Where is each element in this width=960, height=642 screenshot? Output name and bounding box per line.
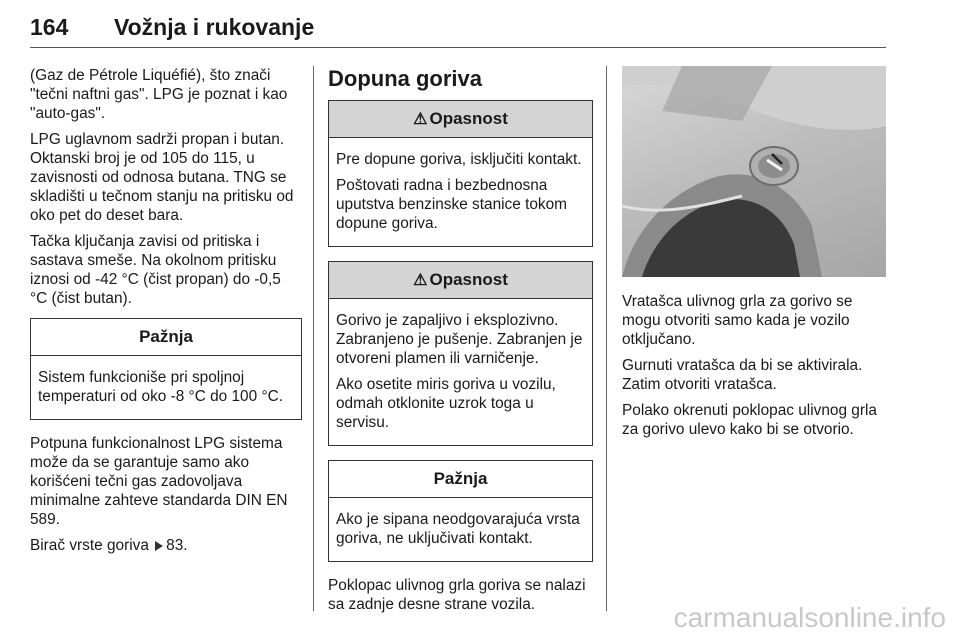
column-divider xyxy=(606,66,607,611)
car-rear-side-illustration xyxy=(622,66,886,277)
paragraph: (Gaz de Pétrole Liquéfié), što znači "tečni naftni gas". LPG je poznat i kao "auto-gas". xyxy=(30,67,288,122)
notice-box xyxy=(328,460,593,562)
warning-text: Ako osetite miris goriva u vozilu, odmah otklonite uzrok toga u servisu. xyxy=(336,376,556,431)
warning-triangle-icon: ⚠ xyxy=(413,272,428,289)
notice-title: Pažnja xyxy=(329,461,592,498)
column-left xyxy=(30,66,302,562)
chapter-title: Vožnja i rukovanje xyxy=(114,14,315,40)
header-divider xyxy=(30,47,886,48)
column-divider xyxy=(313,66,314,611)
paragraph: Potpuna funkcionalnost LPG sistema može da se garantuje samo ako korišćeni tečni gas zadovoljava minimalne zahteve standarda DIN EN 589. xyxy=(30,435,288,528)
warning-header xyxy=(329,262,592,299)
warning-body xyxy=(329,138,592,246)
warning-box xyxy=(328,100,593,247)
section-title: Dopuna goriva xyxy=(328,66,483,91)
paragraph: Vratašca ulivnog grla za gorivo se mogu otvoriti samo kada je vozilo otključano. xyxy=(622,293,853,348)
paragraph: Polako okrenuti poklopac ulivnog grla za gorivo ulevo kako bi se otvorio. xyxy=(622,402,877,438)
notice-body xyxy=(31,356,301,419)
warning-text: Poštovati radna i bezbednosna uputstva benzinske stanice tokom dopune goriva. xyxy=(336,177,567,232)
warning-header xyxy=(329,101,592,138)
paragraph: Gurnuti vratašca da bi se aktivirala. Zatim otvoriti vratašca. xyxy=(622,357,863,393)
notice-title: Pažnja xyxy=(31,319,301,356)
column-middle xyxy=(328,66,593,621)
warning-text: Pre dopune goriva, isključiti kontakt. xyxy=(336,151,582,168)
warning-text: Gorivo je zapaljivo i eksplozivno. Zabranjeno je pušenje. Zabranjen je otvoreni plamen ili varničenje. xyxy=(336,312,583,367)
notice-body xyxy=(329,498,592,561)
page-reference-arrow-icon xyxy=(155,541,163,551)
warning-title: Opasnost xyxy=(429,109,508,128)
warning-body xyxy=(329,299,592,445)
warning-triangle-icon: ⚠ xyxy=(413,111,428,128)
paragraph-reference xyxy=(30,536,302,555)
page-header xyxy=(30,8,886,48)
notice-box xyxy=(30,318,302,420)
warning-box xyxy=(328,261,593,446)
paragraph: Poklopac ulivnog grla goriva se nalazi sa zadnje desne strane vozila. xyxy=(328,577,586,613)
fuel-filler-door-photo xyxy=(622,66,886,277)
warning-title: Opasnost xyxy=(429,270,508,289)
watermark: carmanualsonline.info xyxy=(673,602,946,633)
reference-text: Birač vrste goriva xyxy=(30,537,149,554)
paragraph: Tačka ključanja zavisi od pritiska i sastava smeše. Na okolnom pritisku iznosi od -42 °C (čist propan) do -0,5 °C (čist butan). xyxy=(30,233,281,307)
paragraph: LPG uglavnom sadrži propan i butan. Oktanski broj je od 105 do 115, u zavisnosti od odnosa butana. TNG se skladišti u tečnom stanju na pritisku od oko pet do deset bara. xyxy=(30,131,294,224)
page-number: 164 xyxy=(30,14,69,40)
column-right xyxy=(622,292,887,446)
notice-text: Ako je sipana neodgovarajuća vrsta goriva, ne uključivati kontakt. xyxy=(336,511,580,547)
notice-text: Sistem funkcioniše pri spoljnoj temperaturi od oko -8 °C do 100 °C. xyxy=(38,369,284,405)
reference-page-link[interactable]: 83. xyxy=(166,537,188,554)
